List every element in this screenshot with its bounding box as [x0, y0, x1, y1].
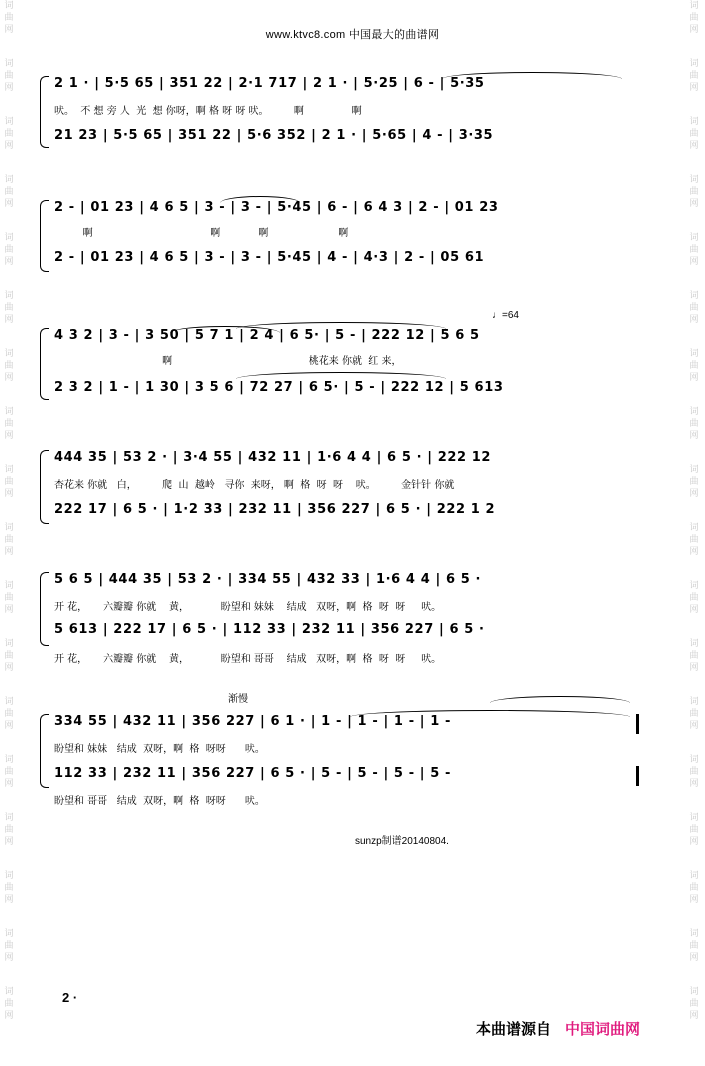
- watermark-char: 词: [4, 697, 14, 707]
- lower-staff: 5 613 | 222 17 | 6 5 · | 112 33 | 232 11 | 356 227 | 6 5 ·: [54, 622, 485, 637]
- watermark-char: 网: [689, 199, 699, 209]
- watermark-char: 词: [689, 117, 699, 127]
- watermark-gap: [2, 94, 16, 116]
- watermark-char: 词: [689, 465, 699, 475]
- system-brace: [40, 200, 49, 272]
- watermark-gap: [687, 152, 701, 174]
- watermark-gap: [687, 616, 701, 638]
- slur: [442, 72, 622, 79]
- watermark-char: 词: [4, 1, 14, 11]
- watermark-char: 词: [689, 349, 699, 359]
- upper-lyrics: 啊 啊 啊 啊: [54, 228, 349, 239]
- watermark-char: 曲: [4, 999, 14, 1009]
- watermark-char: 词: [4, 59, 14, 69]
- watermark-char: 词: [689, 523, 699, 533]
- score-system-4: [40, 446, 640, 526]
- transcriber-credit: sunzp制谱20140804.: [355, 836, 449, 847]
- watermark-char: 曲: [4, 593, 14, 603]
- upper-lyrics: 杏花来 你就 白， 爬 山 越岭 寻你 来呀， 啊 格 呀 呀 吠。 金针针 你就: [54, 480, 455, 491]
- watermark-char: 网: [689, 837, 699, 847]
- watermark-gap: [2, 500, 16, 522]
- watermark-char: 网: [689, 25, 699, 35]
- watermark-char: 曲: [689, 419, 699, 429]
- watermark-gap: [687, 848, 701, 870]
- watermark-char: 曲: [4, 361, 14, 371]
- upper-staff: 2 1 · | 5·5 65 | 351 22 | 2·1 717 | 2 1 · | 5·25 | 6 - | 5·35: [54, 76, 485, 91]
- watermark-char: 词: [4, 755, 14, 765]
- source-footer: [476, 1018, 640, 1039]
- watermark-char: 曲: [689, 71, 699, 81]
- watermark-char: 网: [689, 373, 699, 383]
- watermark-char: 网: [689, 721, 699, 731]
- watermark-char: 网: [4, 257, 14, 267]
- watermark-char: 网: [4, 547, 14, 557]
- watermark-char: 曲: [4, 187, 14, 197]
- watermark-char: 网: [689, 895, 699, 905]
- watermark-char: 曲: [4, 767, 14, 777]
- watermark-char: 曲: [4, 245, 14, 255]
- watermark-gap: [687, 326, 701, 348]
- watermark-char: 词: [689, 291, 699, 301]
- watermark-char: 曲: [689, 187, 699, 197]
- watermark-char: 网: [4, 315, 14, 325]
- watermark-char: 曲: [689, 709, 699, 719]
- watermark-char: 词: [689, 697, 699, 707]
- lower-staff: 2 - | 01 23 | 4 6 5 | 3 - | 3 - | 5·45 | 4 - | 4·3 | 2 - | 05 61: [54, 250, 485, 265]
- site-header: www.ktvc8.com 中国最大的曲谱网: [265, 29, 440, 41]
- watermark-char: 网: [689, 547, 699, 557]
- watermark-char: 曲: [689, 883, 699, 893]
- watermark-gap: [2, 268, 16, 290]
- watermark-gap: [2, 616, 16, 638]
- slur: [236, 372, 446, 379]
- watermark-gap: [687, 1022, 701, 1044]
- watermark-right: [687, 0, 701, 1066]
- watermark-char: 曲: [689, 825, 699, 835]
- watermark-char: 词: [4, 987, 14, 997]
- watermark-char: 网: [4, 489, 14, 499]
- watermark-char: 网: [4, 83, 14, 93]
- watermark-char: 曲: [689, 245, 699, 255]
- watermark-gap: [2, 210, 16, 232]
- watermark-char: 词: [4, 175, 14, 185]
- upper-staff: 4 3 2 | 3 - | 3 50 | 5 7 1 | 2 4 | 6 5· | 5 - | 222 12 | 5 6 5: [54, 328, 480, 343]
- watermark-gap: [687, 384, 701, 406]
- watermark-gap: [2, 964, 16, 986]
- watermark-left: [2, 0, 16, 1066]
- watermark-char: 词: [4, 349, 14, 359]
- system-brace: [40, 76, 49, 148]
- final-barline: [636, 714, 639, 734]
- slur: [350, 710, 630, 717]
- watermark-gap: [2, 384, 16, 406]
- watermark-char: 词: [4, 291, 14, 301]
- upper-staff: 444 35 | 53 2 · | 3·4 55 | 432 11 | 1·6 4 4 | 6 5 · | 222 12: [54, 450, 492, 465]
- slur: [490, 696, 630, 703]
- watermark-char: 网: [689, 431, 699, 441]
- watermark-gap: [687, 94, 701, 116]
- watermark-char: 网: [4, 431, 14, 441]
- watermark-gap: [2, 558, 16, 580]
- score-system-2: [40, 196, 640, 276]
- upper-lyrics: 开 花， 六瓣瓣 你就 黄， 盼望和 妹妹 结成 双呀，啊 格 呀 呀 吠。: [54, 602, 442, 613]
- watermark-char: 词: [4, 523, 14, 533]
- upper-lyrics: 吠。 不 想 旁 人 光 想 你呀，啊 格 呀 呀 吠。 啊 啊: [54, 106, 362, 117]
- watermark-char: 网: [689, 257, 699, 267]
- watermark-char: 曲: [689, 941, 699, 951]
- watermark-char: 词: [689, 813, 699, 823]
- watermark-char: 曲: [4, 71, 14, 81]
- watermark-gap: [2, 1022, 16, 1044]
- watermark-char: 网: [4, 373, 14, 383]
- score-system-6: [40, 710, 640, 810]
- watermark-char: 曲: [4, 883, 14, 893]
- final-barline: [636, 766, 639, 786]
- watermark-char: 词: [4, 871, 14, 881]
- watermark-char: 词: [4, 639, 14, 649]
- watermark-char: 网: [689, 141, 699, 151]
- watermark-char: 网: [689, 953, 699, 963]
- watermark-char: 曲: [689, 13, 699, 23]
- lower-lyrics: 盼望和 哥哥 结成 双呀，啊 格 呀呀 吠。: [54, 796, 265, 807]
- watermark-gap: [2, 674, 16, 696]
- slur: [220, 196, 300, 203]
- watermark-char: 词: [689, 755, 699, 765]
- watermark-char: 网: [4, 663, 14, 673]
- watermark-char: 曲: [689, 303, 699, 313]
- watermark-char: 曲: [689, 477, 699, 487]
- watermark-gap: [2, 848, 16, 870]
- watermark-char: 词: [4, 117, 14, 127]
- watermark-char: 曲: [4, 535, 14, 545]
- watermark-char: 曲: [4, 419, 14, 429]
- watermark-char: 曲: [689, 767, 699, 777]
- watermark-char: 曲: [4, 709, 14, 719]
- system-brace: [40, 328, 49, 400]
- source-brand: 中国词曲网: [565, 1021, 641, 1038]
- score-system-5: [40, 568, 640, 668]
- lower-staff: 2 3 2 | 1 - | 1 30 | 3 5 6 | 72 27 | 6 5· | 5 - | 222 12 | 5 613: [54, 380, 504, 395]
- watermark-char: 曲: [4, 129, 14, 139]
- watermark-char: 词: [689, 1, 699, 11]
- watermark-char: 词: [4, 465, 14, 475]
- watermark-char: 词: [689, 407, 699, 417]
- watermark-gap: [2, 152, 16, 174]
- upper-staff: 5 6 5 | 444 35 | 53 2 · | 334 55 | 432 33 | 1·6 4 4 | 6 5 ·: [54, 572, 482, 587]
- watermark-char: 网: [4, 779, 14, 789]
- watermark-char: 曲: [689, 535, 699, 545]
- watermark-char: 曲: [689, 651, 699, 661]
- watermark-char: 曲: [689, 999, 699, 1009]
- page-number: 2 ·: [62, 990, 78, 1005]
- lower-staff: 21 23 | 5·5 65 | 351 22 | 5·6 352 | 2 1 · | 5·65 | 4 - | 3·35: [54, 128, 494, 143]
- watermark-char: 网: [689, 1011, 699, 1021]
- watermark-gap: [2, 906, 16, 928]
- watermark-gap: [687, 210, 701, 232]
- watermark-char: 词: [4, 929, 14, 939]
- lower-staff: 112 33 | 232 11 | 356 227 | 6 5 · | 5 - | 5 - | 5 - | 5 -: [54, 766, 452, 781]
- watermark-char: 网: [4, 895, 14, 905]
- watermark-char: 曲: [4, 651, 14, 661]
- tempo-marking: ♩=64: [492, 310, 519, 321]
- slur: [236, 322, 446, 329]
- upper-lyrics: 盼望和 妹妹 结成 双呀，啊 格 呀呀 吠。: [54, 744, 265, 755]
- watermark-gap: [687, 964, 701, 986]
- watermark-gap: [2, 442, 16, 464]
- watermark-char: 网: [689, 779, 699, 789]
- upper-lyrics: 啊 桃花来 你就 红 来，: [54, 356, 402, 367]
- watermark-gap: [2, 732, 16, 754]
- watermark-char: 词: [4, 581, 14, 591]
- watermark-char: 网: [4, 1011, 14, 1021]
- watermark-char: 网: [689, 663, 699, 673]
- upper-staff: 334 55 | 432 11 | 356 227 | 6 1 · | 1 - | 1 - | 1 - | 1 -: [54, 714, 452, 729]
- score-system-3: [40, 324, 640, 404]
- watermark-char: 词: [689, 175, 699, 185]
- watermark-char: 曲: [4, 825, 14, 835]
- watermark-char: 曲: [689, 129, 699, 139]
- watermark-char: 网: [689, 83, 699, 93]
- watermark-char: 曲: [689, 361, 699, 371]
- watermark-gap: [687, 674, 701, 696]
- watermark-char: 词: [689, 929, 699, 939]
- watermark-gap: [687, 558, 701, 580]
- watermark-gap: [687, 906, 701, 928]
- watermark-char: 曲: [4, 477, 14, 487]
- watermark-char: 词: [4, 407, 14, 417]
- watermark-char: 网: [4, 837, 14, 847]
- system-brace: [40, 714, 49, 788]
- watermark-char: 网: [689, 605, 699, 615]
- lower-lyrics: 开 花， 六瓣瓣 你就 黄， 盼望和 哥哥 结成 双呀，啊 格 呀 呀 吠。: [54, 654, 442, 665]
- lower-staff: 222 17 | 6 5 · | 1·2 33 | 232 11 | 356 227 | 6 5 · | 222 1 2: [54, 502, 496, 517]
- watermark-char: 网: [4, 721, 14, 731]
- watermark-char: 网: [4, 141, 14, 151]
- watermark-char: 词: [4, 813, 14, 823]
- watermark-char: 词: [4, 233, 14, 243]
- watermark-char: 词: [689, 871, 699, 881]
- watermark-char: 曲: [689, 593, 699, 603]
- watermark-gap: [687, 732, 701, 754]
- watermark-gap: [687, 790, 701, 812]
- watermark-char: 网: [689, 489, 699, 499]
- watermark-char: 词: [689, 581, 699, 591]
- watermark-char: 词: [689, 639, 699, 649]
- source-prefix: 本曲谱源自: [476, 1021, 552, 1038]
- watermark-gap: [2, 790, 16, 812]
- upper-staff: 2 - | 01 23 | 4 6 5 | 3 - | 3 - | 5·45 | 6 - | 6 4 3 | 2 - | 01 23: [54, 200, 499, 215]
- score-system-1: [40, 72, 640, 152]
- watermark-char: 词: [689, 59, 699, 69]
- watermark-char: 曲: [4, 941, 14, 951]
- watermark-gap: [687, 268, 701, 290]
- system-brace: [40, 572, 49, 646]
- watermark-gap: [687, 442, 701, 464]
- watermark-char: 网: [4, 199, 14, 209]
- watermark-char: 网: [689, 315, 699, 325]
- watermark-char: 词: [689, 987, 699, 997]
- watermark-gap: [687, 500, 701, 522]
- watermark-char: 网: [4, 25, 14, 35]
- watermark-char: 曲: [4, 303, 14, 313]
- ritardando-marking: 渐慢: [228, 694, 248, 705]
- watermark-char: 词: [689, 233, 699, 243]
- watermark-char: 网: [4, 953, 14, 963]
- watermark-char: 曲: [4, 13, 14, 23]
- watermark-char: 网: [4, 605, 14, 615]
- system-brace: [40, 450, 49, 524]
- watermark-gap: [2, 326, 16, 348]
